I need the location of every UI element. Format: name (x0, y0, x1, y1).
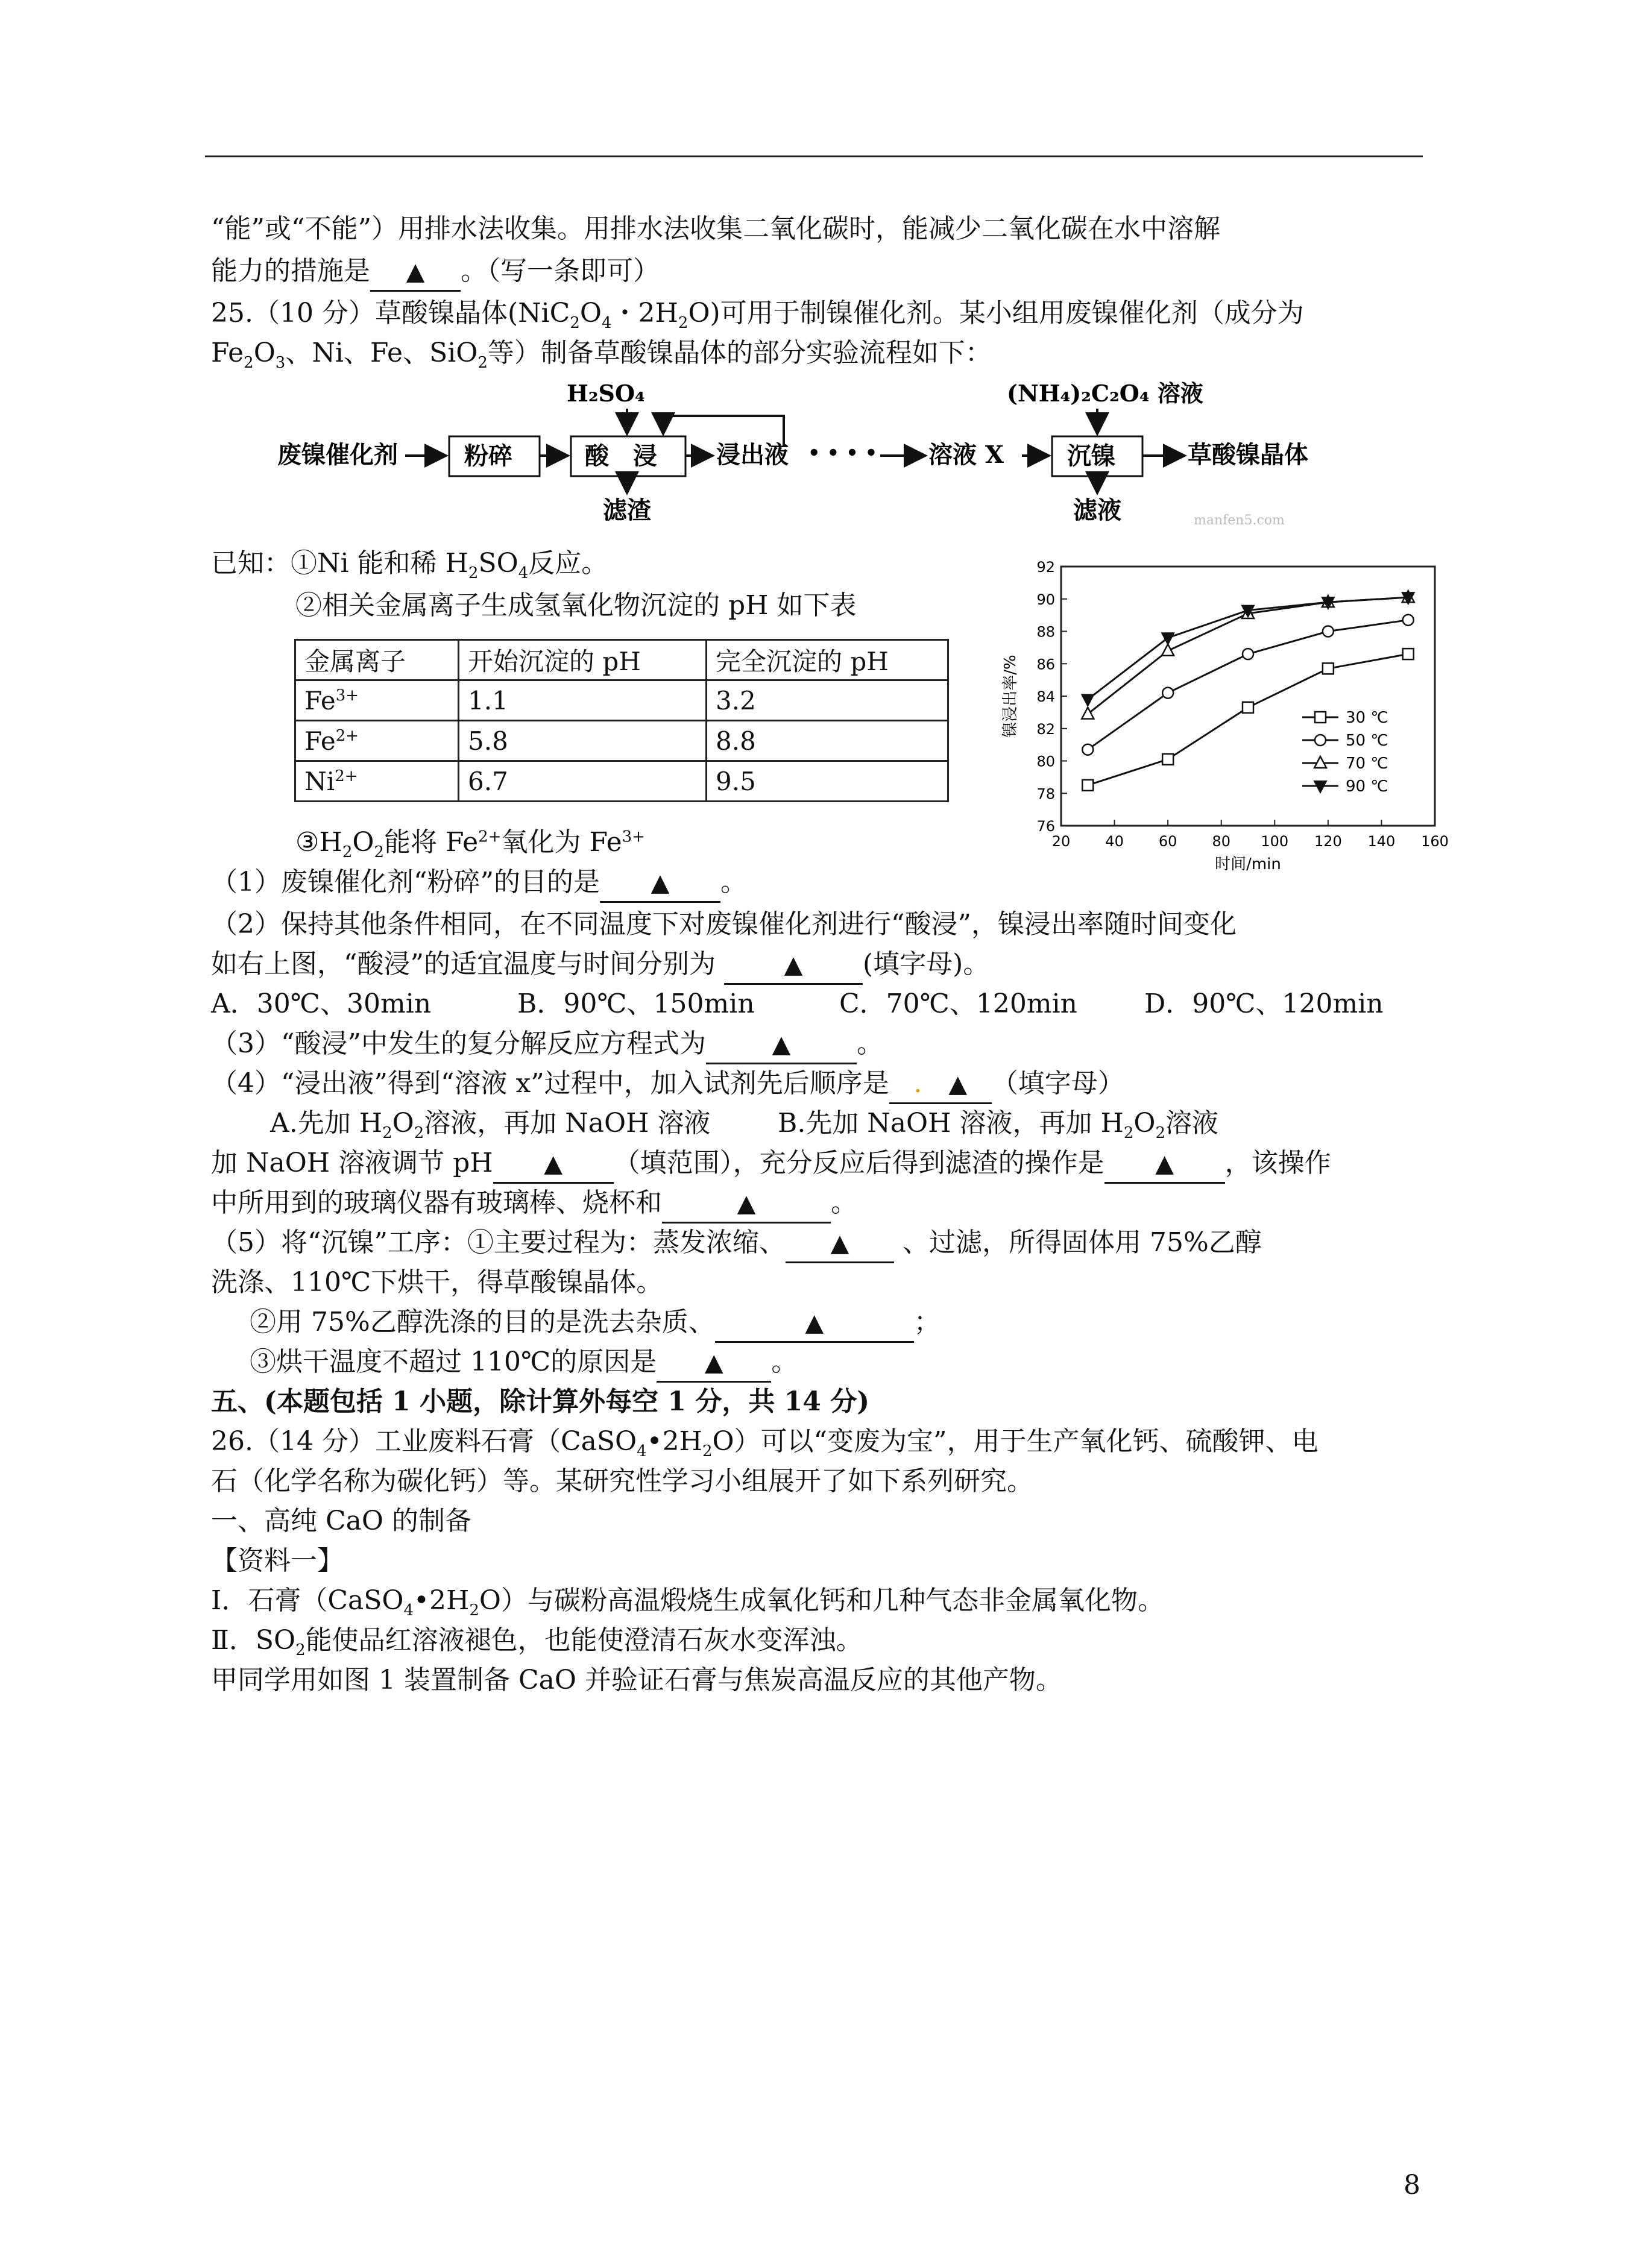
svg-text:沉镍: 沉镍 (1067, 442, 1115, 470)
x-tick-label: 140 (1367, 833, 1396, 850)
y-tick-label: 80 (1036, 753, 1055, 770)
answer-blank[interactable]: ▲ (1104, 1145, 1225, 1184)
question-1: （1）废镍催化剂“粉碎”的目的是 ▲ 。 (211, 864, 747, 903)
flow-node-filtrate: 滤液 (1073, 496, 1121, 524)
data-point (1243, 702, 1253, 713)
answer-blank[interactable]: ▲ (786, 1225, 894, 1263)
data-point (1082, 780, 1093, 791)
table-header: 完全沉淀的 pH (707, 640, 948, 680)
answer-blank[interactable]: ▲ (724, 946, 863, 985)
flow-node-product: 草酸镍晶体 (1188, 441, 1308, 469)
question-25-stem: 25.（10 分）草酸镍晶体($NiC_2O_4$・$2H_2O$)可用于制镍催化剂。某小组用废镍催化剂（成分为 (211, 298, 1304, 332)
reference-item: Ⅱ．$SO_2$能使品红溶液褪色，也能使澄清石灰水变浑浊。 (211, 1625, 863, 1659)
table-row (295, 680, 948, 721)
x-tick-label: 80 (1212, 833, 1230, 850)
question-26-stem: 26.（14 分）工业废料石膏$(CaSO_4•2H_2O)$可以“变废为宝”，用于生产氧化钙、硫酸钾、电 (211, 1426, 1319, 1460)
x-tick-label: 160 (1421, 833, 1449, 850)
y-axis-label: 镍浸出率/% (1001, 655, 1019, 738)
question-4-options: A.先加 $H_2O_2$溶液，再加 NaOH 溶液 (270, 1108, 711, 1142)
text-line: 能力的措施是 ▲ 。（写一条即可） (211, 253, 660, 292)
series-line (1088, 620, 1408, 750)
table-cell: 5.8 (459, 721, 707, 761)
flow-node-residue: 滤渣 (603, 496, 651, 524)
answer-blank[interactable]: ▲ (715, 1304, 914, 1343)
option-a: A．30℃、30min (211, 988, 432, 1019)
known-2: ②相关金属离子生成氢氧化物沉淀的 pH 如下表 (295, 590, 857, 621)
header-rule (205, 155, 1423, 157)
legend-label: 30 ℃ (1346, 709, 1388, 727)
flow-node-solution-x: 溶液 X (928, 441, 1004, 469)
x-tick-label: 100 (1261, 833, 1289, 850)
question-4: （4）“浸出液”得到“溶液 x”过程中，加入试剂先后顺序是 . ▲ （填字母） (211, 1066, 1124, 1104)
text-line: 洗涤、110℃下烘干，得草酸镍晶体。 (211, 1267, 663, 1298)
text-line: 加 NaOH 溶液调节 pH ▲ （填范围），充分反应后得到滤渣的操作是 ▲ ，该操作 (211, 1145, 1331, 1184)
x-tick-label: 60 (1158, 833, 1177, 850)
data-point (1082, 694, 1094, 706)
text-line: 甲同学用如图 1 装置制备 CaO 并验证石膏与焦炭高温反应的其他产物。 (211, 1665, 1062, 1695)
legend-marker (1315, 735, 1326, 746)
legend-marker (1315, 712, 1326, 723)
section-heading: 五、(本题包括 1 小题，除计算外每空 1 分，共 14 分) (211, 1386, 870, 1417)
data-point (1162, 633, 1174, 644)
text-line: $Fe_2O_3$、Ni、Fe、SiO$_2$等）制备草酸镍晶体的部分实验流程如下： (211, 338, 992, 372)
question-5: （5）将“沉镍”工序：①主要过程为：蒸发浓缩、 ▲ 、过滤，所得固体用 75%乙醇 (211, 1225, 1262, 1263)
data-point (1162, 754, 1173, 765)
text-line: 中所用到的玻璃仪器有玻璃棒、烧杯和 ▲ 。 (211, 1185, 857, 1224)
y-tick-label: 84 (1036, 688, 1055, 705)
table-cell: 8.8 (707, 721, 948, 761)
known-3: $③H_2O_2$能将 $Fe^{2+}$氧化为 $Fe^{3+}$ (295, 827, 645, 861)
table-header-row (295, 640, 948, 680)
legend-label: 90 ℃ (1346, 777, 1388, 796)
y-tick-label: 88 (1036, 623, 1055, 641)
data-point (1162, 644, 1174, 656)
y-tick-label: 78 (1036, 785, 1055, 803)
table-cell: 9.5 (707, 761, 948, 802)
data-point (1243, 649, 1253, 659)
answer-blank[interactable]: . ▲ (889, 1066, 992, 1104)
table-row (295, 721, 948, 761)
answer-blank[interactable]: ▲ (657, 1344, 771, 1383)
leaching-rate-chart (989, 554, 1459, 892)
option-d: D．90℃、120min (1144, 988, 1384, 1019)
text-line: ②用 75%乙醇洗涤的目的是洗去杂质、 ▲ ； (250, 1304, 941, 1343)
table-cell: $Fe^{2+}$ (295, 721, 459, 761)
legend-label: 70 ℃ (1346, 755, 1388, 773)
table-header: 开始沉淀的 pH (459, 640, 707, 680)
y-tick-label: 90 (1036, 591, 1055, 608)
table-header: 金属离子 (295, 640, 459, 680)
question-4-options: B.先加 NaOH 溶液，再加 $H_2O_2$溶液 (778, 1108, 1218, 1142)
data-point (1082, 744, 1093, 755)
svg-text:粉碎: 粉碎 (464, 442, 512, 470)
table-cell: $Fe^{3+}$ (295, 680, 459, 721)
answer-blank[interactable]: ▲ (600, 864, 720, 903)
table-cell: 6.7 (459, 761, 707, 802)
subheading: 一、高纯 CaO 的制备 (211, 1506, 471, 1536)
data-point (1403, 615, 1414, 626)
y-tick-label: 86 (1036, 656, 1055, 673)
option-c: C．70℃、120min (839, 988, 1077, 1019)
legend-label: 50 ℃ (1346, 732, 1388, 750)
y-tick-label: 76 (1036, 818, 1055, 835)
text-line: ③烘干温度不超过 110℃的原因是 ▲ 。 (250, 1344, 798, 1383)
flow-ellipsis: • • • • (808, 441, 878, 464)
data-point (1323, 663, 1334, 674)
answer-blank[interactable]: ▲ (370, 253, 461, 292)
svg-text:酸 浸: 酸 浸 (585, 442, 657, 470)
page-number: 8 (1404, 2170, 1420, 2200)
text-line: “能”或“不能”）用排水法收集。用排水法收集二氧化碳时，能减少二氧化碳在水中溶解 (211, 213, 1220, 244)
data-point (1323, 626, 1334, 637)
data-point (1162, 688, 1173, 699)
reference-heading: 【资料一】 (211, 1545, 344, 1576)
precipitation-ph-table (294, 639, 949, 802)
flow-node-leachate: 浸出液 (716, 441, 789, 469)
answer-blank[interactable]: ▲ (493, 1145, 614, 1184)
process-flow-diagram (265, 374, 1375, 530)
option-b: B．90℃、150min (517, 988, 755, 1019)
flow-node-waste-catalyst: 废镍催化剂 (277, 441, 398, 469)
watermark: manfen5.com (1194, 513, 1285, 528)
text-line: 如右上图，“酸浸”的适宜温度与时间分别为 ▲ (填字母)。 (211, 946, 989, 985)
question-3: （3）“酸浸”中发生的复分解反应方程式为 ▲ 。 (211, 1026, 883, 1064)
x-tick-label: 120 (1314, 833, 1342, 850)
data-point (1082, 708, 1094, 719)
table-row (295, 761, 948, 802)
answer-blank[interactable]: ▲ (706, 1026, 857, 1064)
y-tick-label: 82 (1036, 720, 1055, 738)
answer-blank[interactable]: ▲ (662, 1185, 831, 1224)
table-cell: $Ni^{2+}$ (295, 761, 459, 802)
x-tick-label: 20 (1051, 833, 1071, 850)
known-1: 已知：①Ni 能和稀 $H_2SO_4$反应。 (211, 548, 608, 582)
table-cell: 1.1 (459, 680, 707, 721)
x-axis-label: 时间/min (1215, 855, 1281, 873)
y-tick-label: 92 (1036, 559, 1055, 576)
reference-item: Ⅰ．石膏$(CaSO_4•2H_2O)$与碳粉高温煅烧生成氧化钙和几种气态非金属氧化物。 (211, 1585, 1164, 1619)
x-tick-label: 40 (1105, 833, 1124, 850)
table-cell: 3.2 (707, 680, 948, 721)
question-2: （2）保持其他条件相同，在不同温度下对废镍催化剂进行“酸浸”，镍浸出率随时间变化 (211, 909, 1237, 940)
text-line: 石（化学名称为碳化钙）等。某研究性学习小组展开了如下系列研究。 (211, 1466, 1033, 1497)
data-point (1403, 649, 1414, 659)
reagent-ammonium-oxalate: (NH₄)₂C₂O₄ 溶液 (1007, 380, 1203, 407)
reagent-h2so4: H₂SO₄ (567, 380, 645, 407)
